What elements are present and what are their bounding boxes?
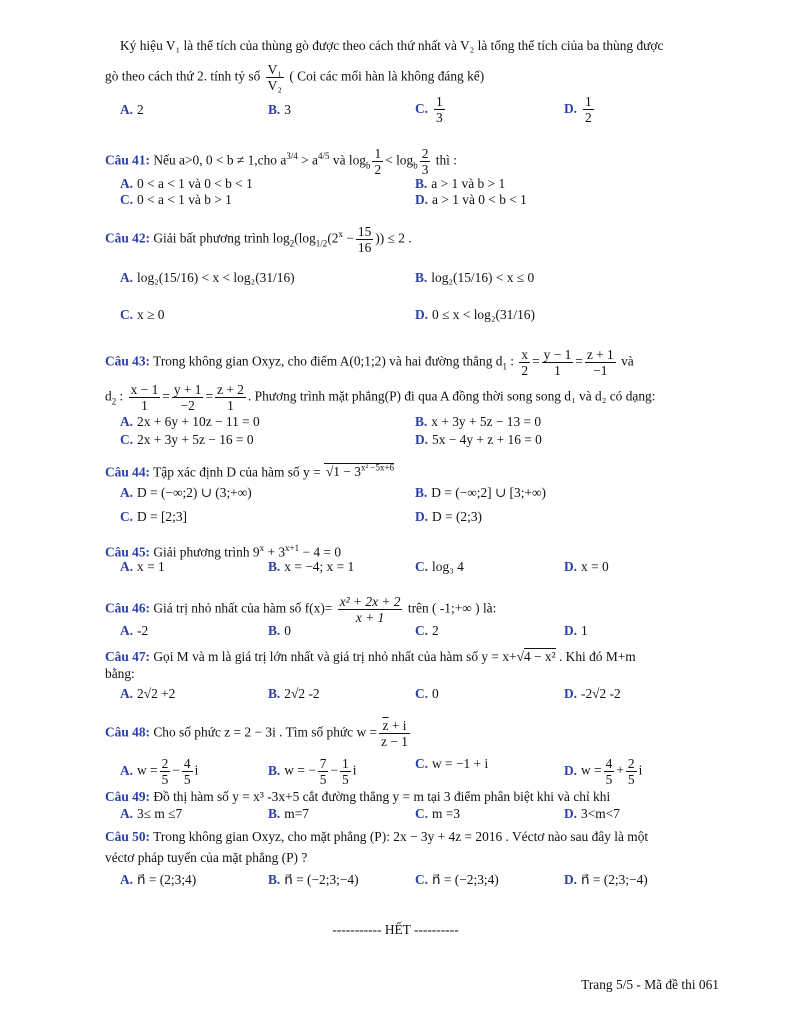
question-47: Câu 47: Gọi M và m là giá trị lớn nhất và giá trị nhỏ nhất của hàm số y = x+√4 − x² . Khi đó M+m [105,649,636,664]
end-marker: ----------- HẾT ---------- [332,922,459,937]
exam-page: Ký hiệu V₁ là thể tích của thùng gò được theo cách thứ nhất và V₂ là tổng thể tích ciủa ba thùng được gò theo cách thứ 2. tính tỷ số $\frac{\text{V₁}}{\text{V₂}}$ ( Coi các mối hàn là không đáng kể) A. 2 B. 3 C. $\frac{1}{3}$ D. $\frac{1}{2}$ Câu 41: Nếu a>0, 0 < b ≠ 1,cho $a^{3/4} > a^{4/5}$ và $\log_b$ $\frac{1}{2}$ < $\log_b$ $\frac{2}{3}$ thì : A. 0 < a < 1 và 0 < b < 1 B. a > 1 và b > 1 C. 0 < a < 1 và b > 1 D. a > 1 và 0 < b < 1 Câu 42: Giải bất phương trình $\log_2(\log_{1/2}(2^x$ − $\frac{15}{16}$ )) ≤ 2 . A. log₂(15/16) < x < log₂(31/16) B. log₂(15/16) < x ≤ 0 C. x ≥ 0 D. 0 ≤ x < log₂(31/16) Câu 43: Trong không gian Oxyz, cho điểm A(0;1;2) và hai đường thẳng $d_1$ : $\frac{x}{2}$ = $\frac{y - 1}{1}$ = $\frac{z + 1}{-1}$ và $d_2$ : $\frac{x - 1}{1}$ = $\frac{y + 1}{-2}$ = $\frac{z + 2}{1}$ . Phương trình mặt phẳng(P) đi qua A đồng thời song song d₁ và d₂ có dạng: A. 2x + 6y + 10z − 11 = 0 B. x + 3y + 5z − 13 = 0 C. 2x + 3y + 5z − 16 = 0 D. 5x − 4y + z + 16 = 0 Câu 44: Tập xác định D của hàm số $y = √1 - 3^{x^2 -5x+6}$ A. D = (−∞;2) ∪ (3;+∞) B. D = (−∞;2] ∪ [3;+∞) C. D = [2;3] D. D = (2;3) Câu 45: Giải phương trình $9^x + 3^{x+1} - 4 = 0$ A. x = 1 B. x = −4; x = 1 C. log₃ 4 D. x = 0 Câu 46: Giá trị nhỏ nhất của hàm số f(x)= $\frac{\text{x² + 2x + 2}}{x + 1}$ trên ( -1;+∞ ) là: A. -2 B. 0 C. 2 D. 1 Câu 47: Gọi M và m là giá trị lớn nhất và giá trị nhỏ nhất của hàm số y = x+√4 − x² . Khi đó M+m bằng: A. 2√2 +2 B. 2√2 -2 C. 0 D. -2√2 -2 Câu 48: Cho số phức z = 2 − 3i . Tìm số phức w = $\frac{\overline{z} + i}{z - 1}$ A. w = $\frac{2}{5}$ − $\frac{4}{5}$ i B. w = − $\frac{7}{5}$ − $\frac{1}{5}$ i C. w = −1 + i D. w = $\frac{4}{5}$ + $\frac{2}{5}$ i Câu 49: Đồ thị hàm số y = x³ -3x+5 cắt đường thẳng y = m tại 3 điểm phân biệt khi và chỉ khi A. 3≤ m ≤7 B. m=7 C. m =3 D. 3<m<7 Câu 50: Trong không gian Oxyz, cho mặt phẳng (P): 2x − 3y + 4z = 2016 . Véctơ nào sau đây là một véctơ pháp tuyến của mặt phẳng (P) ? A. n⃗ = (2;3;4) B. n⃗ = (−2;3;−4) C. n⃗ = (−2;3;4) D. n⃗ = (2;3;−4) ----------- HẾT ---------- Trang 5/5 - Mã đề thi 061 [0,0,791,1024]
q45-stem: Giải phương trình [153,544,250,560]
question-41: Câu 41: Nếu a>0, 0 < b ≠ 1,cho $a^{3/4} > a^{4/5}$ và $\log_b$ $\frac{1}{2}$ < $\log_b$ $\frac{2}{3}$ thì : [105,146,457,177]
q43-stem-1: Trong không gian Oxyz, cho điểm A(0;1;2) và hai đường thẳng [153,353,493,369]
option-label: D. [564,806,578,821]
option-label: C. [415,872,429,887]
option-value: n⃗ = (−2;3;4) [432,872,499,887]
option-label: D. [564,559,578,574]
option-label: B. [268,686,281,701]
option-label: A. [120,414,134,429]
q48-stem-a: Cho số phức z = 2 − 3i . Tìm số phức [153,724,354,740]
option-label: B. [415,414,428,429]
option-value: 0 < a < 1 và 0 < b < 1 [137,176,253,191]
question-43: Câu 43: Trong không gian Oxyz, cho điểm A(0;1;2) và hai đường thẳng $d_1$ : $\frac{x}{2}$ = $\frac{y - 1}{1}$ = $\frac{z + 1}{-1}$ và [105,347,634,378]
question-label: Câu 50: [105,829,151,844]
option-value: 3<m<7 [581,806,620,821]
intro-suffix: ( Coi các mối hàn là không đáng kể) [289,68,485,84]
ratio-den: V₂ [267,78,282,93]
option-label: A. [120,270,134,285]
option-value: log₃ 4 [432,559,464,574]
option-label: C. [415,686,429,701]
question-42: Câu 42: Giải bất phương trình $\log_2(\log_{1/2}(2^x$ − $\frac{15}{16}$ )) ≤ 2 . [105,224,412,255]
option-label: D. [564,623,578,638]
ratio-fraction [266,62,284,93]
option-value: -2 [137,623,149,638]
option-label: D. [415,307,429,322]
option-label: A. [120,559,134,574]
option-value: m=7 [284,806,309,821]
option-value: 2√2 -2 [284,686,320,701]
option-value: 3≤ m ≤7 [137,806,183,821]
option-value: m =3 [432,806,461,821]
option-label: A. [120,806,134,821]
option-value: 0 [284,623,291,638]
option-label: A. [120,762,134,778]
option-value: n⃗ = (2;3;−4) [581,872,648,887]
option-label: D. [415,432,429,447]
option-label: B. [268,559,281,574]
option-value: x = 1 [137,559,165,574]
option-value: 1 [581,623,588,638]
intro-line-2 [105,62,484,93]
option-label: B. [268,762,281,778]
ratio-num: V₁ [267,62,282,77]
question-label: Câu 42: [105,230,151,246]
option-label: B. [415,176,428,191]
q43-stem-1-end: và [621,353,634,369]
question-46: Câu 46: Giá trị nhỏ nhất của hàm số f(x)= $\frac{\text{x² + 2x + 2}}{x + 1}$ trên ( -1;+∞ ) là: [105,594,497,625]
option-label: D. [564,762,578,778]
option-value: a > 1 và b > 1 [431,176,506,191]
question-49 [105,789,610,805]
option-value: 2√2 +2 [137,686,176,701]
q43-stem-2: . Phương trình mặt phẳng(P) đi qua A đồng thời song song d₁ và d₂ có dạng: [247,388,656,404]
option-value: 2x + 6y + 10z − 11 = 0 [137,414,260,429]
question-label: Câu 45: [105,544,151,560]
option-label: B. [415,270,428,285]
option-value: log₂(15/16) < x ≤ 0 [431,270,535,285]
option-label: A. [120,485,134,500]
question-48: Câu 48: Cho số phức z = 2 − 3i . Tìm số phức w = $\frac{\overline{z} + i}{z - 1}$ [105,718,408,749]
option-label: B. [268,102,281,117]
question-44: Câu 44: Tập xác định D của hàm số $y = √1 - 3^{x^2 -5x+6}$ [105,463,395,480]
q41-stem-b: và [332,152,346,168]
option-label: B. [268,623,281,638]
intro-line-1: Ký hiệu V₁ là thể tích của thùng gò được theo cách thứ nhất và V₂ là tổng thể tích ciủa ba thùng được [120,38,664,53]
option-den: 3 [436,110,443,125]
q44-stem: Tập xác định D của hàm số [153,464,300,480]
question-50 [105,829,648,845]
option-value: 0 [432,686,439,701]
option-label: B. [268,806,281,821]
option-label: C. [415,559,429,574]
option-value: n⃗ = (2;3;4) [137,872,197,887]
option-label: D. [564,686,578,701]
option-label: C. [415,100,429,116]
intro-options [0,94,791,132]
option-value: 2 [432,623,439,638]
question-label: Câu 41: [105,152,151,168]
question-label: Câu 46: [105,600,151,616]
question-45: Câu 45: Giải phương trình $9^x + 3^{x+1} - 4 = 0$ [105,543,342,560]
option-label: A. [120,623,134,638]
option-label: D. [564,872,578,887]
q42-stem: Giải bất phương trình [153,230,270,246]
option-label: C. [120,509,134,524]
option-label: A. [120,872,134,887]
option-value: 0 < a < 1 và b > 1 [137,192,232,207]
q47-stem-a: Gọi M và m là giá trị lớn nhất và giá trị nhỏ nhất của hàm số y = x+ [153,649,517,664]
option-label: C. [120,432,134,447]
question-label: Câu 44: [105,464,151,480]
option-label: C. [120,307,134,322]
option-label: A. [120,686,134,701]
option-value: -2√2 -2 [581,686,621,701]
question-label: Câu 49: [105,789,151,804]
page-footer: Trang 5/5 - Mã đề thi 061 [581,977,719,992]
q46-stem-a: Giá trị nhỏ nhất của hàm số f(x)= [153,600,333,616]
option-label: D. [564,100,578,116]
option-label: C. [415,806,429,821]
option-value: a > 1 và 0 < b < 1 [432,192,527,207]
question-43-line-2: $d_2$ : $\frac{x - 1}{1}$ = $\frac{y + 1}{-2}$ = $\frac{z + 2}{1}$ . Phương trình mặt phẳng(P) đi qua A đồng thời song song d₁ và d₂ có dạng: [105,382,656,413]
option-value: D = [2;3] [137,509,187,524]
q50-stem-1: Trong không gian Oxyz, cho mặt phẳng (P): 2x − 3y + 4z = 2016 . Véctơ nào sau đây là một [153,829,649,844]
option-den: 2 [585,110,592,125]
option-label: B. [268,872,281,887]
option-label: C. [415,756,429,771]
question-label: Câu 43: [105,353,151,369]
option-label: A. [120,176,134,191]
option-num: 1 [585,94,592,109]
option-label: D. [415,509,429,524]
option-value: x = −4; x = 1 [284,559,355,574]
option-label: A. [120,102,134,117]
q41-stem-a: Nếu a>0, 0 < b ≠ 1,cho [153,152,277,168]
option-value: D = (−∞;2) ∪ (3;+∞) [137,485,252,500]
option-label: B. [415,485,428,500]
option-value: 2x + 3y + 5z − 16 = 0 [137,432,254,447]
option-value: n⃗ = (−2;3;−4) [284,872,359,887]
option-value: x + 3y + 5z − 13 = 0 [431,414,542,429]
question-label: Câu 48: [105,724,151,740]
option-value: log₂(15/16) < x < log₂(31/16) [137,270,295,285]
intro-prefix: gò theo cách thứ 2. tính tỷ số [105,68,261,84]
q47-stem-b: . Khi đó M+m [558,649,636,664]
option-value: w = −1 + i [432,756,489,771]
option-value: D = (−∞;2] ∪ [3;+∞) [431,485,546,500]
option-value: 2 [137,102,144,117]
question-label: Câu 47: [105,649,151,664]
option-value: 0 ≤ x < log₂(31/16) [432,307,535,322]
option-label: C. [415,623,429,638]
option-value: D = (2;3) [432,509,482,524]
option-label: D. [415,192,429,207]
q41-stem-c: thì : [435,152,457,168]
option-value: x ≥ 0 [137,307,165,322]
option-num: 1 [436,94,443,109]
option-label: C. [120,192,134,207]
option-value: x = 0 [581,559,609,574]
q50-stem-2: véctơ pháp tuyến của mặt phẳng (P) ? [105,850,308,865]
q46-stem-b: trên ( -1;+∞ ) là: [407,600,497,616]
option-value: 5x − 4y + z + 16 = 0 [432,432,542,447]
q49-stem: Đồ thị hàm số y = x³ -3x+5 cắt đường thẳng y = m tại 3 điểm phân biệt khi và chỉ khi [153,789,611,804]
q47-stem-c: bằng: [105,666,135,681]
option-value: 3 [284,102,291,117]
